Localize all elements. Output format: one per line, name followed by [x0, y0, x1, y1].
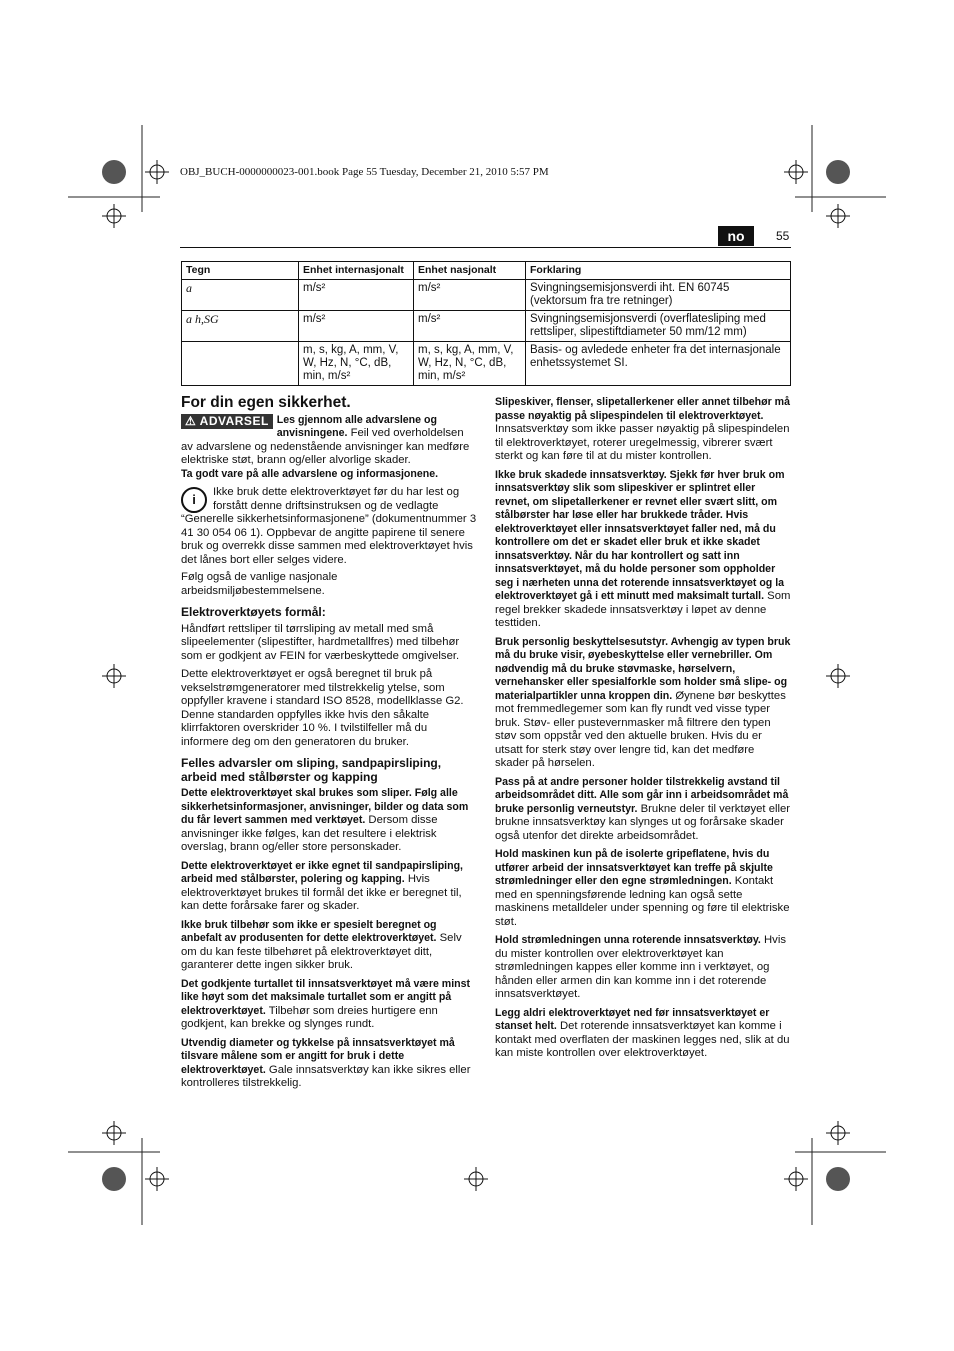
paragraph — [181, 787, 477, 855]
cell-symbol: a — [182, 280, 299, 311]
units-table — [181, 261, 791, 386]
paragraph — [181, 860, 477, 914]
info-block — [181, 486, 477, 567]
col-header: Tegn — [182, 262, 299, 280]
national-rules: Følg også de vanlige nasjonale arbeidsmiljøbestemmelsene. — [181, 571, 338, 597]
paragraph-bold: Dette elektroverktøyet er ikke egnet til sandpapirsliping, arbeid med stålbørster, polering og kapping. — [181, 859, 464, 885]
cell-intl-unit: m/s² — [299, 280, 414, 311]
section-title: For din egen sikkerhet. — [181, 394, 351, 411]
cell-symbol — [182, 342, 299, 386]
table-row — [182, 342, 791, 386]
paragraph-text: Brukne deler til verktøyet eller brukne innsatsverktøy kan slynges ut og forårsake skader også utenfor det direkte arbeidsområdet. — [495, 802, 791, 842]
warning-block — [181, 414, 477, 468]
purpose-text-2: Dette elektroverktøyet er også beregnet til bruk på vekselstrømgeneratorer med tilstrekkelig ytelse, som oppfyller kravene i standard ISO 8528, modellklasse G2. Denne standarden oppfylles ikke hvis den såkalte klirrfaktoren overskrider 10 %. I tvilstilfeller må du informere deg om den generatoren du bruker. — [181, 668, 464, 748]
cell-intl-unit: m, s, kg, A, mm, V, W, Hz, N, °C, dB, min, m/s² — [299, 342, 414, 386]
cell-explanation: Basis- og avledede enheter fra det internasjonale enhetssystemet SI. — [526, 342, 791, 386]
purpose-title: Elektroverktøyets formål: — [181, 605, 326, 619]
paragraph — [181, 978, 477, 1032]
table-row — [182, 311, 791, 342]
info-text: Ikke bruk dette elektroverktøyet før du har lest og forstått denne driftsinstruksen og de vedlagte “Generelle sikkerhetsinformasjonene” (dokumentnummer 3 41 30 054 06 1). Oppbevar de angitte papirene til senere bruk og overrekk disse sammen med elektroverktøyet hvis det lånes bort eller selges videre. — [181, 486, 477, 566]
right-column — [495, 396, 791, 1066]
paragraph-bold: Hold strømledningen unna roterende innsatsverktøy. — [495, 934, 761, 946]
paragraph-bold: Pass på at andre personer holder tilstrekkelig avstand til arbeidsområdet ditt. Alle som går inn i arbeidsområdet må bruke personlig verneutstyr. — [495, 775, 789, 815]
cell-nat-unit: m/s² — [414, 280, 526, 311]
warning-label-text: ADVARSEL — [199, 413, 269, 428]
paragraph — [495, 1007, 791, 1061]
paragraph-text: Selv om du kan feste tilbehøret på elektroverktøyet ditt, garanterer dette ingen sikker bruk. — [181, 932, 462, 971]
paragraph-text: Hvis du mister kontrollen over elektroverktøyet kan strømledningen kappes eller komme inn i verktøyet, og hånden eller armen din kan komme inn i det roterende innsatsverktøyet. — [495, 934, 786, 1000]
paragraph — [495, 848, 791, 929]
paragraph — [495, 636, 791, 771]
paragraph — [181, 919, 477, 973]
paragraph-text: Det roterende innsatsverktøyet kan komme i kontakt med overflaten der maskinen legges ned, slik at du kan miste kontrollen over elektroverktøyet. — [495, 1020, 790, 1059]
warning-text: Feil ved overholdelsen av advarslene og nedenstående anvisninger kan medføre elektriske støt, brann og/eller alvorlige skader. — [181, 427, 470, 466]
paragraph-bold: Dette elektroverktøyet skal brukes som sliper. Følg alle sikkerhetsinformasjoner, anvisninger, bilder og data som du får levert sammen med verktøyet. — [181, 787, 469, 826]
paragraph-text: Tilbehør som dreies hurtigere enn godkjent, kan brekke og slynges rundt. — [181, 1004, 438, 1030]
paragraph-text: Innsatsverktøy som ikke passer nøyaktig på slipespindelen til elektroverktøyet, roterer uregelmessig, vibrerer svært sterkt og kan føre til at du mister kontrollen. — [495, 423, 790, 462]
header-rule — [180, 247, 791, 248]
paragraph-text: Hvis elektroverktøyet brukes til formål det ikke er beregnet til, kan dette forårsake farer og skader. — [181, 873, 462, 912]
book-file-header: OBJ_BUCH-0000000023-001.book Page 55 Tuesday, December 21, 2010 5:57 PM — [180, 166, 549, 178]
paragraph-text: Øynene bør beskyttes mot fremmedlegemer som kan fly rundt ved visse typer bruk. Støv- eller pustevernmasker må filtrere den typen støv som oppstår ved den aktuelle bruken. Hvis du er utsatt for sterk støy over lengre tid, kan det medføre skader på hørselen. — [495, 689, 786, 769]
cell-intl-unit: m/s² — [299, 311, 414, 342]
common-warnings-title: Felles advarsler om sliping, sandpapirsliping, arbeid med stålbørster og kapping — [181, 756, 442, 784]
paragraph — [495, 934, 791, 1002]
paragraph — [495, 776, 791, 844]
paragraph-bold: Bruk personlig beskyttelsesutstyr. Avhengig av typen bruk må du bruke visir, øyebeskyttelse eller vernebriller. Om nødvendig må du bruke støvmaske, hørselvern, vernehansker eller spesialforkle som holder små slipe- og materialpartikler unna kroppen din. — [495, 635, 791, 702]
cell-nat-unit: m, s, kg, A, mm, V, W, Hz, N, °C, dB, min, m/s² — [414, 342, 526, 386]
paragraph-text: Gale innsatsverktøy kan ikke sikres eller kontrolleres tilstrekkelig. — [181, 1063, 471, 1089]
warning-label: ⚠ ADVARSEL — [181, 414, 273, 430]
paragraph-text: Dersom disse anvisninger ikke følges, kan det resultere i elektrisk overslag, brann og/eller store personskader. — [181, 814, 438, 853]
col-header: Forklaring — [526, 262, 791, 280]
paragraph-bold: Ikke bruk tilbehør som ikke er spesielt beregnet og anbefalt av produsenten for dette elektroverktøyet. — [181, 918, 437, 944]
paragraph-bold: Ikke bruk skadede innsatsverktøy. Sjekk før hver bruk om innsatsverktøy slik som slipeskiver er splintret eller revnet, om slipetallerkener er revnet eller svært slitt, om stålbørster har løse eller har brukkede tråder. Hvis elektroverktøyet eller innsatsverktøyet faller ned, må du kontrollere om det er skadet eller bruk et ikke skadet innsatsverktøy. Når du har kontrollert og satt inn innsatsverktøyet, må du holde personer som oppholder seg i nærheten unna det roterende innsatsverktøyet og la elektroverktøyet gå i ett minutt med maksimalt turtall. — [495, 468, 785, 602]
paragraph — [495, 396, 791, 464]
purpose-text-1: Håndført rettsliper til tørrsliping av metall med små slipeelementer (slipestifter, hardmetallfres) med tilbehør som er godkjent av FEIN for værbeskyttede omgivelser. — [181, 622, 460, 662]
language-badge: no — [718, 226, 754, 246]
paragraph — [495, 469, 791, 631]
warning-bold: Les gjennom alle advarslene og anvisningene. — [276, 413, 437, 439]
cell-explanation: Svingningsemisjonsverdi (overflatesliping med rettsliper, slipestiftdiameter 50 mm/12 mm) — [526, 311, 791, 342]
col-header: Enhet nasjonalt — [414, 262, 526, 280]
paragraph — [181, 1037, 477, 1091]
table-row — [182, 280, 791, 311]
read-manual-icon: i — [181, 487, 207, 513]
paragraph-bold: Legg aldri elektroverktøyet ned før innsatsverktøyet er stanset helt. — [495, 1006, 770, 1032]
paragraph-text: Som regel brekker skadede innsatsverktøy i løpet av denne testtiden. — [495, 590, 791, 629]
keep-instructions: Ta godt vare på alle advarslene og informasjonene. — [181, 467, 439, 480]
col-header: Enhet internasjonalt — [299, 262, 414, 280]
paragraph-bold: Utvendig diameter og tykkelse på innsatsverktøyet må tilsvare målene som er angitt for bruk i dette elektroverktøyet. — [181, 1036, 455, 1076]
paragraph-bold: Hold maskinen kun på de isolerte gripeflatene, hvis du utfører arbeid der innsatsverktøyet kan treffe på skjulte strømledninger eller den egne strømledningen. — [495, 848, 773, 887]
cell-explanation: Svingningsemisjonsverdi iht. EN 60745 (vektorsum fra tre retninger) — [526, 280, 791, 311]
left-column — [181, 396, 477, 1096]
paragraph-bold: Det godkjente turtallet til innsatsverktøyet må være minst like høyt som det maksimale turtallet som er angitt på elektroverktøyet. — [181, 977, 471, 1017]
cell-symbol: a h,SG — [182, 311, 299, 342]
page-number: 55 — [776, 229, 790, 243]
paragraph-bold: Slipeskiver, flenser, slipetallerkener eller annet tilbehør må passe nøyaktig på slipespindelen til elektroverktøyet. — [495, 396, 790, 422]
paragraph-text: Kontakt med en spenningsførende ledning kan også sette maskinens metalldeler under spenning og føre til elektriske støt. — [495, 875, 790, 928]
cell-nat-unit: m/s² — [414, 311, 526, 342]
table-header-row — [182, 262, 791, 280]
